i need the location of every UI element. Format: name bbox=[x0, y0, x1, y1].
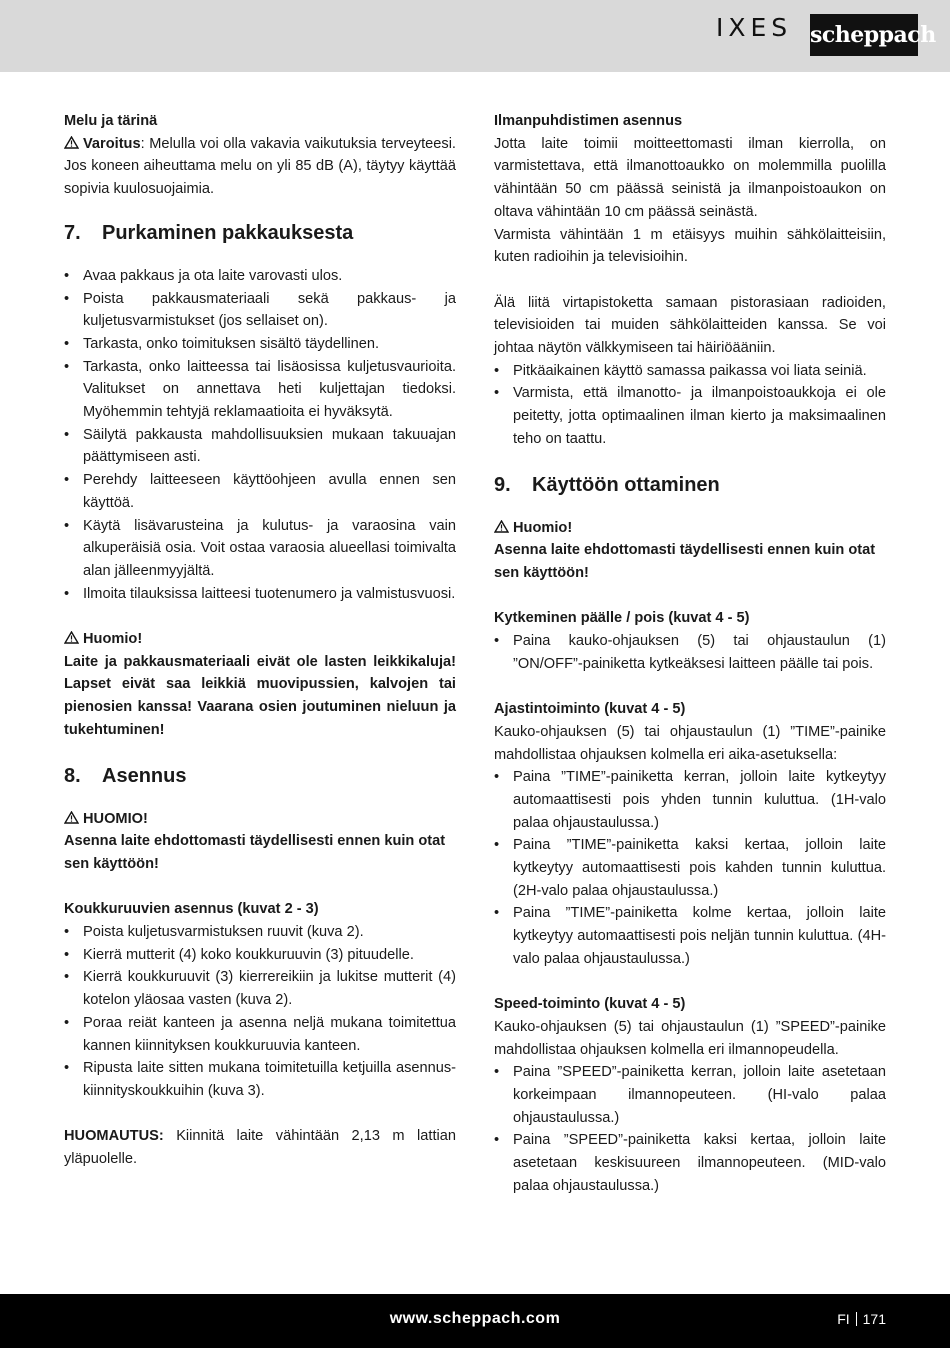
left-column bbox=[64, 110, 456, 1171]
purifier-title: Ilmanpuhdistimen asennus bbox=[494, 113, 683, 129]
speed-intro: Kauko-ohjauksen (5) tai ohjaustaulun (1) ”SPEED”-painike mahdollistaa ohjauksen kolmella eri ilmannopeudella. bbox=[494, 1018, 886, 1058]
list-item: • Varmista, että ilmanotto- ja ilmanpoistoaukkoja ei ole peitetty, jotta optimaalinen ilman kierto ja maksimaalinen teho on taattu. bbox=[494, 382, 886, 450]
onoff-list bbox=[494, 630, 886, 675]
warning-icon bbox=[494, 520, 509, 533]
speed-list bbox=[494, 1061, 886, 1197]
note-label: HUOMAUTUS: bbox=[64, 1128, 164, 1145]
list-item: • Poista kuljetusvarmistuksen ruuvit (kuva 2). bbox=[64, 921, 456, 944]
page-header bbox=[0, 0, 950, 72]
noise-warning bbox=[64, 133, 456, 201]
section-8-notice-text: Asenna laite ehdottomasti täydellisesti ennen kuin otat sen käyttöön! bbox=[64, 833, 446, 872]
section-9-title: Käyttöön ottaminen bbox=[532, 473, 720, 496]
scheppach-logo: scheppach bbox=[810, 14, 918, 56]
list-item: • Paina ”SPEED”-painiketta kaksi kertaa, jolloin laite asetetaan keskisuureen ilmannopeuteen. (MID-valo palaa ohjaustaulussa.) bbox=[494, 1129, 886, 1197]
warning-icon bbox=[64, 811, 79, 824]
page-number bbox=[837, 1311, 886, 1327]
purifier-paragraph: Jotta laite toimii moitteettomasti ilman kierrolla, on varmistettava, että ilmanottoaukko on molemmilla puolilla vähintään 50 cm päässä seinistä ja ilmanpoistoaukon on oltava vähintään 10 cm päässä seinästä. bbox=[494, 135, 886, 220]
section-8-title: Asennus bbox=[102, 764, 187, 787]
list-item: • Tarkasta, onko toimituksen sisältö täydellinen. bbox=[64, 333, 456, 356]
website-link[interactable]: www.scheppach.com bbox=[389, 1310, 561, 1327]
warning-icon bbox=[64, 136, 79, 149]
installation-note bbox=[64, 1125, 456, 1170]
list-item: • Paina kauko-ohjauksen (5) tai ohjaustaulun (1) ”ON/OFF”-painiketta kytkeäksesi laitteen päälle tai pois. bbox=[494, 630, 886, 675]
section-8-notice-label: HUOMIO! bbox=[64, 808, 456, 831]
section-7-notice-text: Laite ja pakkausmateriaali eivät ole lasten leikkikaluja! Lapset eivät saa leikkiä muovipussien, kalvojen tai pienosien kanssa! Vaarana osien joutuminen nieluun ja tukehtuminen! bbox=[64, 653, 456, 738]
unpacking-list bbox=[64, 265, 456, 606]
language-code: FI bbox=[837, 1311, 850, 1327]
list-item: • Paina ”TIME”-painiketta kaksi kertaa, jolloin laite kytkeytyy automaattisesti pois kahden tunnin kuluttua. (2H-valo palaa ohjaustaulussa.) bbox=[494, 834, 886, 902]
timer-title: Ajastintoiminto (kuvat 4 - 5) bbox=[494, 701, 686, 718]
right-column bbox=[494, 110, 886, 1198]
onoff-title: Kytkeminen päälle / pois (kuvat 4 - 5) bbox=[494, 610, 750, 627]
list-item: • Paina ”TIME”-painiketta kolme kertaa, jolloin laite kytkeytyy automaattisesti pois neljän tunnin kuluttua. (4H-valo palaa ohjaustaulussa.) bbox=[494, 902, 886, 970]
list-item: • Säilytä pakkausta mahdollisuuksien mukaan takuuajan päättymiseen asti. bbox=[64, 424, 456, 469]
list-item: • Poista pakkausmateriaali sekä pakkaus- ja kuljetusvarmistukset (jos sellaiset on). bbox=[64, 288, 456, 333]
purifier-list bbox=[494, 360, 886, 451]
section-7-notice-label: Huomio! bbox=[64, 628, 456, 651]
noise-warning-label: Varoitus bbox=[83, 135, 141, 152]
timer-intro: Kauko-ohjauksen (5) tai ohjaustaulun (1) ”TIME”-painike mahdollistaa ohjauksen kolmella eri aika-asetuksella: bbox=[494, 723, 886, 763]
purifier-paragraph: Varmista vähintään 1 m etäisyys muihin sähkölaitteisiin, kuten radioihin ja televisioihin. bbox=[494, 226, 886, 266]
warning-icon bbox=[64, 631, 79, 644]
noise-title: Melu ja tärinä bbox=[64, 113, 158, 129]
list-item: • Perehdy laitteeseen käyttöohjeen avulla ennen sen käyttöä. bbox=[64, 469, 456, 514]
list-item: • Kierrä koukkuruuvit (3) kierrereikiin ja lukitse mutterit (4) kotelon yläosaa vasten (kuva 2). bbox=[64, 966, 456, 1011]
page-footer bbox=[0, 1294, 950, 1348]
section-9-heading bbox=[494, 473, 886, 497]
ixes-logo: IXES bbox=[716, 13, 793, 42]
hook-list bbox=[64, 921, 456, 1103]
list-item: • Paina ”SPEED”-painiketta kerran, jolloin laite asetetaan korkeimpaan ilmannopeuteen. (HI-valo palaa ohjaustaulussa.) bbox=[494, 1061, 886, 1129]
section-9-number: 9. bbox=[494, 473, 511, 496]
noise-warning-text: : Melulla voi olla vakavia vaikutuksia terveyteesi. Jos koneen aiheuttama melu on yli 85 dB (A), täytyy käyttää sopivia kuulosuojaimia. bbox=[64, 135, 456, 198]
hook-title: Koukkuruuvien asennus (kuvat 2 - 3) bbox=[64, 901, 319, 918]
section-7-heading bbox=[64, 221, 456, 245]
list-item: • Käytä lisävarusteina ja kulutus- ja varaosina vain alkuperäisiä osia. Voit ostaa varaosia alueellasi toimivalta alan jälleenmyyjältä. bbox=[64, 515, 456, 583]
list-item: • Ripusta laite sitten mukana toimitetuilla ketjuilla asennus-kiinnityskoukkuihin (kuva 3). bbox=[64, 1057, 456, 1102]
section-8-number: 8. bbox=[64, 764, 81, 787]
list-item: • Poraa reiät kanteen ja asenna neljä mukana toimitettua kannen kiinnityksen koukkuruuvia kanteen. bbox=[64, 1012, 456, 1057]
speed-title: Speed-toiminto (kuvat 4 - 5) bbox=[494, 996, 686, 1013]
timer-list bbox=[494, 766, 886, 970]
list-item: • Kierrä mutterit (4) koko koukkuruuvin (3) pituudelle. bbox=[64, 944, 456, 967]
page-number-value: 171 bbox=[862, 1311, 886, 1327]
note-text: Kiinnitä laite vähintään 2,13 m lattian yläpuolelle. bbox=[64, 1128, 456, 1168]
section-7-title: Purkaminen pakkauksesta bbox=[102, 221, 354, 244]
list-item: • Tarkasta, onko laitteessa tai lisäosissa kuljetusvaurioita. Valitukset on annettava heti kuljettajan tiedoksi. Myöhemmin tehtyjä reklamaatioita ei hyväksytä. bbox=[64, 356, 456, 424]
list-item: • Avaa pakkaus ja ota laite varovasti ulos. bbox=[64, 265, 456, 288]
list-item: • Pitkäaikainen käyttö samassa paikassa voi liata seiniä. bbox=[494, 360, 886, 383]
list-item: • Paina ”TIME”-painiketta kerran, jolloin laite kytkeytyy automaattisesti pois yhden tunnin kuluttua. (1H-valo palaa ohjaustaulussa.) bbox=[494, 766, 886, 834]
section-7-number: 7. bbox=[64, 221, 81, 244]
section-9-notice-text: Asenna laite ehdottomasti täydellisesti ennen kuin otat sen käyttöön! bbox=[494, 542, 876, 581]
section-9-notice-label: Huomio! bbox=[494, 517, 886, 540]
list-item: • Ilmoita tilauksissa laitteesi tuotenumero ja valmistusvuosi. bbox=[64, 583, 456, 606]
section-8-heading bbox=[64, 764, 456, 788]
purifier-paragraph: Älä liitä virtapistoketta samaan pistorasiaan radioiden, televisioiden tai muiden sähkölaitteiden kanssa. Se voi johtaa näytön välkkymiseen tai häiriöääniin. bbox=[494, 294, 886, 357]
